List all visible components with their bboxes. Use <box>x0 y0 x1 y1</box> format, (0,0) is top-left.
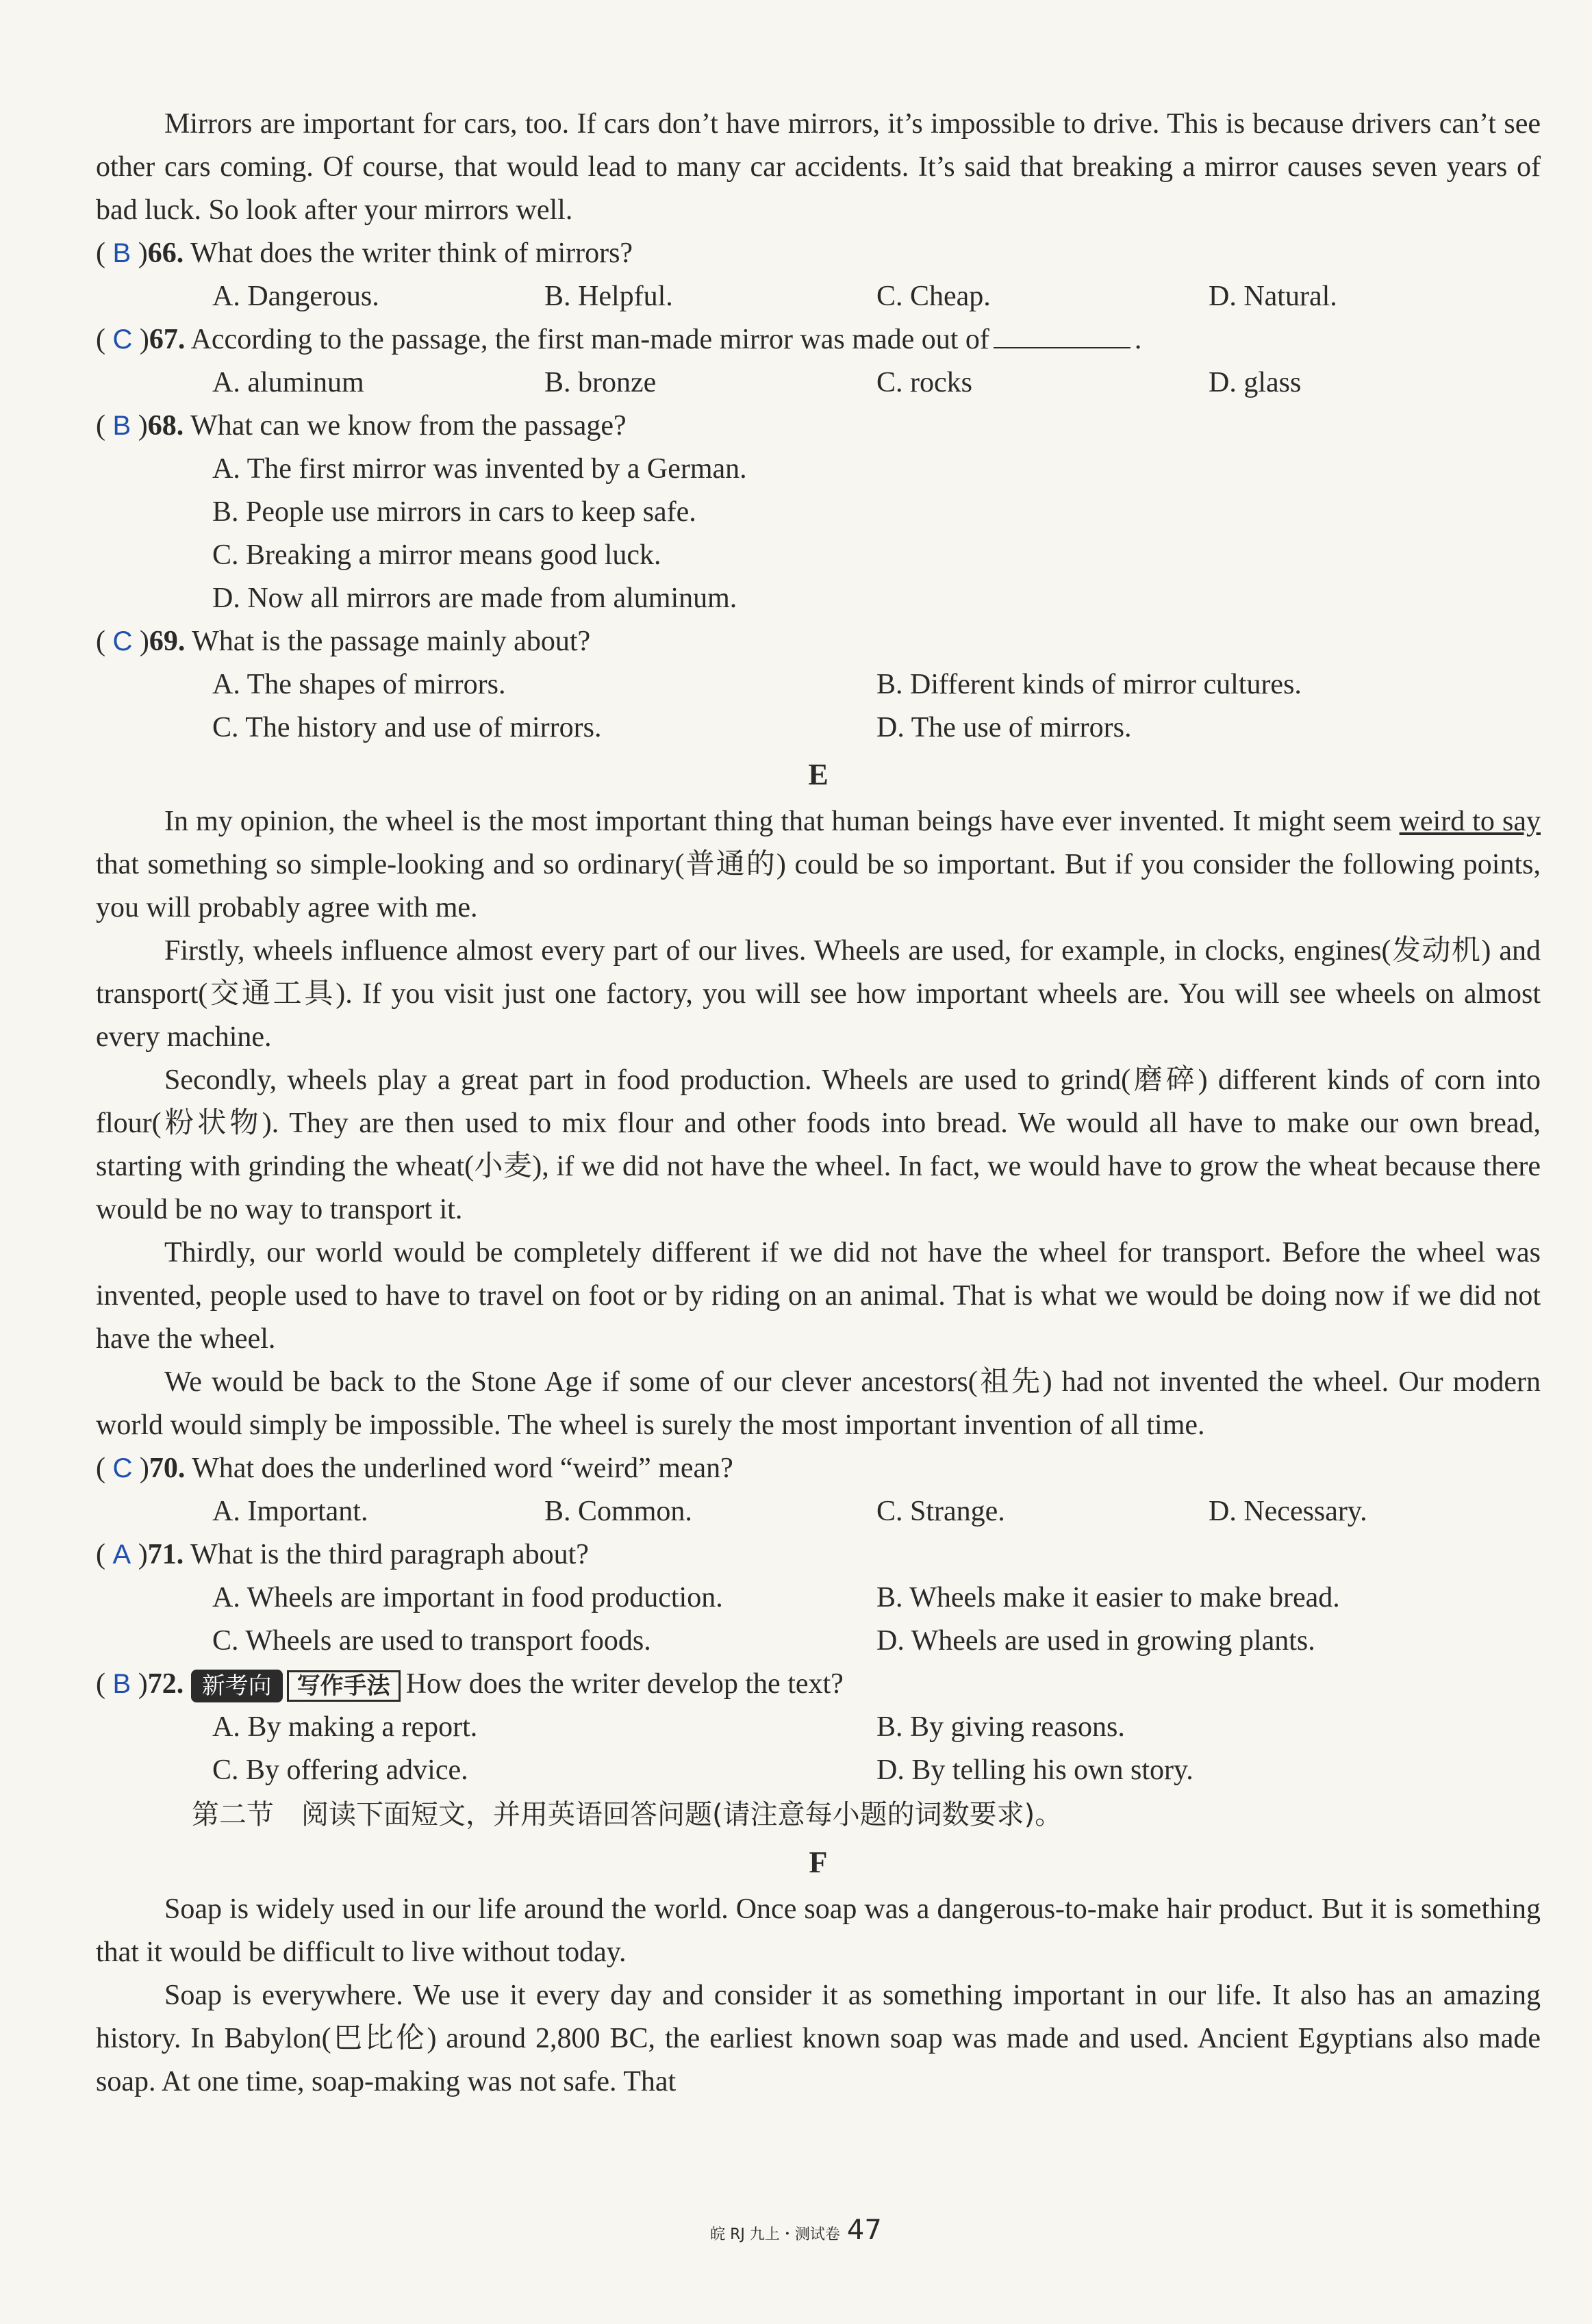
new-trend-badge: 新考向 <box>191 1670 283 1702</box>
question-67: ( C )67. According to the passage, the first man-made mirror was made out of . A. aluminum B. bronze C. rocks D. glass <box>96 318 1541 405</box>
page-content <box>96 103 1541 2104</box>
question-66: ( B )66. What does the writer think of mirrors? A. Dangerous. B. Helpful. C. Cheap. D. Natural. <box>96 232 1541 318</box>
answer-66: B <box>112 238 131 268</box>
option-69-b: B. Different kinds of mirror cultures. <box>876 669 1302 700</box>
question-68-stem: What can we know from the passage? <box>190 410 627 442</box>
question-69-stem: What is the passage mainly about? <box>192 626 591 657</box>
option-68-d: D. Now all mirrors are made from aluminum. <box>212 583 737 614</box>
option-67-a: A. aluminum <box>212 367 364 398</box>
question-72: ( B )72. 新考向 写作手法 How does the writer develop the text? A. By making a report. B. By giving reasons. C. By offering advice. D. By telling his own story. <box>96 1663 1541 1792</box>
passage-e-paragraph-1: In my opinion, the wheel is the most important thing that human beings have ever invented. It might seem weird to say that something so simple-looking and so ordinary(普通的) could be so important. But if you consider the following points, you will probably agree with me. <box>96 806 1541 923</box>
option-69-d: D. The use of mirrors. <box>876 712 1132 743</box>
writing-technique-badge: 写作手法 <box>287 1670 401 1702</box>
option-67-d: D. glass <box>1209 367 1302 398</box>
page-number: 47 <box>846 2214 882 2246</box>
option-69-c: C. The history and use of mirrors. <box>212 712 602 743</box>
option-68-b: B. People use mirrors in cars to keep safe. <box>212 496 696 528</box>
option-68-a: A. The first mirror was invented by a German. <box>212 453 747 485</box>
question-71: ( A )71. What is the third paragraph about? A. Wheels are important in food production. B. Wheels make it easier to make bread. C. Wheels are used to transport foods. D. Wheels are used in growing plants. <box>96 1533 1541 1663</box>
passage-e-paragraph-2: Firstly, wheels influence almost every part of our lives. Wheels are used, for example, in clocks, engines(发动机) and transport(交通工具). If you visit just one factory, you will see how important wheels are. You will see wheels on almost every machine. <box>96 935 1541 1053</box>
passage-e-paragraph-4: Thirdly, our world would be completely different if we did not have the wheel for transport. Before the wheel was invented, people used to have to travel on foot or by riding on an animal. That is what we would be doing now if we did not have the wheel. <box>96 1237 1541 1355</box>
option-66-c: C. Cheap. <box>876 281 991 312</box>
passage-f-paragraph-2: Soap is everywhere. We use it every day and consider it as something important in our life. It also has an amazing history. In Babylon(巴比伦) around 2,800 BC, the earliest known soap was made and used. Ancient Egyptians also made soap. At one time, soap-making was not safe. That <box>96 1980 1541 2097</box>
question-70-stem: What does the underlined word “weird” mean? <box>192 1453 733 1484</box>
answer-72: B <box>112 1669 131 1699</box>
section-two-heading: 第二节 阅读下面短文，并用英语回答问题(请注意每小题的词数要求)。 <box>192 1799 1063 1830</box>
page-footer <box>0 2214 1592 2246</box>
answer-69: C <box>112 626 133 656</box>
option-72-d: D. By telling his own story. <box>876 1754 1193 1786</box>
passage-f-letter: F <box>809 1846 828 1879</box>
question-68: ( B )68. What can we know from the passage? A. The first mirror was invented by a German. B. People use mirrors in cars to keep safe. C. Breaking a mirror means good luck. D. Now all mirrors are made from aluminum. <box>96 405 1541 620</box>
option-72-a: A. By making a report. <box>212 1711 478 1743</box>
question-70: ( C )70. What does the underlined word “weird” mean? A. Important. B. Common. C. Strange. D. Necessary. <box>96 1447 1541 1533</box>
question-72-stem: How does the writer develop the text? <box>405 1668 844 1700</box>
option-67-c: C. rocks <box>876 367 972 398</box>
option-71-c: C. Wheels are used to transport foods. <box>212 1625 651 1657</box>
passage-d-paragraph: Mirrors are important for cars, too. If cars don’t have mirrors, it’s impossible to drive. This is because drivers can’t see other cars coming. Of course, that would lead to many car accidents. It’s said that breaking a mirror causes seven years of bad luck. So look after your mirrors well. <box>96 108 1541 226</box>
passage-e-paragraph-5: We would be back to the Stone Age if some of our clever ancestors(祖先) had not invented the wheel. Our modern world would simply be impossible. The wheel is surely the most important invention of all time. <box>96 1366 1541 1441</box>
option-72-b: B. By giving reasons. <box>876 1711 1125 1743</box>
option-72-c: C. By offering advice. <box>212 1754 468 1786</box>
answer-70: C <box>112 1453 133 1483</box>
option-66-b: B. Helpful. <box>544 281 673 312</box>
option-71-a: A. Wheels are important in food production. <box>212 1582 723 1613</box>
option-70-b: B. Common. <box>544 1496 692 1527</box>
option-71-b: B. Wheels make it easier to make bread. <box>876 1582 1340 1613</box>
passage-f-paragraph-1: Soap is widely used in our life around the world. Once soap was a dangerous-to-make hair product. But it is something that it would be difficult to live without today. <box>96 1893 1541 1968</box>
question-71-stem: What is the third paragraph about? <box>190 1539 589 1570</box>
passage-e-paragraph-3: Secondly, wheels play a great part in food production. Wheels are used to grind(磨碎) different kinds of corn into flour(粉状物). They are then used to mix flour and other foods into bread. We would all have to make our own bread, starting with grinding the wheat(小麦), if we did not have the wheel. In fact, we would have to grow the wheat because there would be no way to transport it. <box>96 1064 1541 1225</box>
option-66-d: D. Natural. <box>1209 281 1337 312</box>
option-70-d: D. Necessary. <box>1209 1496 1367 1527</box>
question-69: ( C )69. What is the passage mainly about? A. The shapes of mirrors. B. Different kinds of mirror cultures. C. The history and use of mirrors. D. The use of mirrors. <box>96 620 1541 750</box>
underlined-phrase: weird to say <box>1399 806 1541 837</box>
option-70-c: C. Strange. <box>876 1496 1005 1527</box>
option-68-c: C. Breaking a mirror means good luck. <box>212 539 661 571</box>
answer-68: B <box>112 411 131 441</box>
option-70-a: A. Important. <box>212 1496 368 1527</box>
question-66-stem: What does the writer think of mirrors? <box>190 238 633 269</box>
answer-blank <box>994 347 1130 348</box>
option-71-d: D. Wheels are used in growing plants. <box>876 1625 1315 1657</box>
footer-label: 皖 RJ 九上・测试卷 <box>710 2226 840 2243</box>
option-66-a: A. Dangerous. <box>212 281 379 312</box>
answer-67: C <box>112 324 133 355</box>
passage-e-letter: E <box>808 758 829 791</box>
question-67-stem: According to the passage, the first man-made mirror was made out of <box>190 324 989 355</box>
option-67-b: B. bronze <box>544 367 657 398</box>
answer-71: A <box>112 1540 131 1570</box>
option-69-a: A. The shapes of mirrors. <box>212 669 506 700</box>
